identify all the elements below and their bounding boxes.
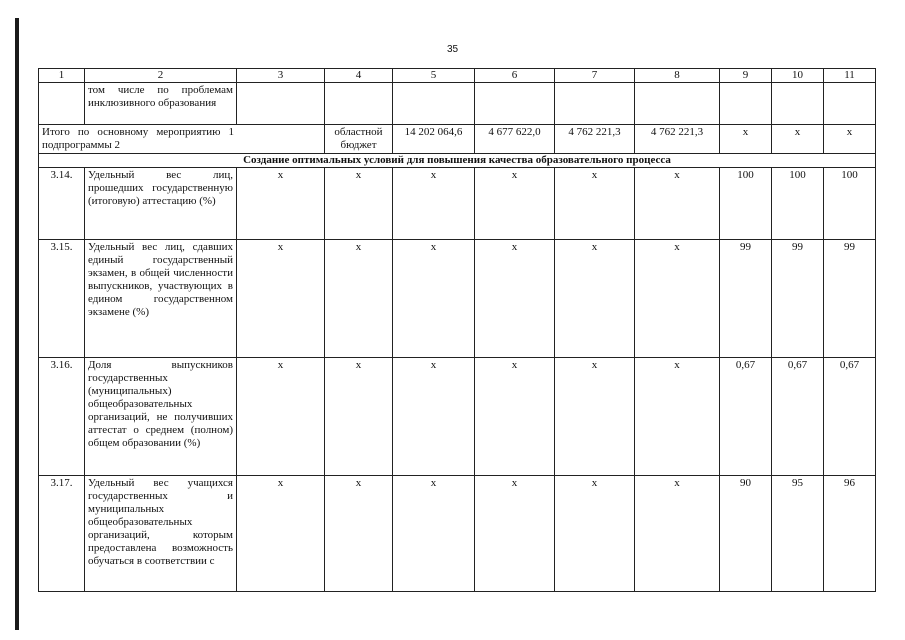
col-header: 3: [237, 69, 325, 83]
total-row: [39, 125, 876, 154]
cell: 100: [824, 168, 876, 240]
table-row: [39, 476, 876, 592]
cell: 100: [720, 168, 772, 240]
cell: х: [635, 168, 720, 240]
total-col7: 4 762 221,3: [555, 125, 635, 154]
table-row: [39, 240, 876, 358]
total-col6: 4 677 622,0: [475, 125, 555, 154]
continuation-text: том числе по проблемам инклюзивного образования: [85, 83, 237, 125]
table-row: [39, 358, 876, 476]
cell: х: [475, 476, 555, 592]
row-number: 3.15.: [39, 240, 85, 358]
row-indicator-text: Удельный вес лиц, прошедших государственную (итоговую) аттестацию (%): [85, 168, 237, 240]
total-label: Итого по основному мероприятию 1 подпрограммы 2: [39, 125, 325, 154]
cell: х: [475, 358, 555, 476]
cell: х: [555, 240, 635, 358]
total-col11: х: [824, 125, 876, 154]
cell: 0,67: [824, 358, 876, 476]
cell: х: [555, 358, 635, 476]
cell: х: [635, 240, 720, 358]
row-indicator-text: Доля выпускников государственных (муниципальных) общеобразовательных организаций, не получивших аттестат о среднем (полном) общем образовании (%): [85, 358, 237, 476]
indicator-table: [38, 68, 876, 592]
continuation-row: [39, 83, 876, 125]
col-header: 1: [39, 69, 85, 83]
cell: х: [393, 358, 475, 476]
row-number: 3.17.: [39, 476, 85, 592]
cell: х: [393, 168, 475, 240]
cell: х: [635, 476, 720, 592]
cell: х: [237, 168, 325, 240]
col-header: 2: [85, 69, 237, 83]
cell: х: [555, 168, 635, 240]
total-col10: х: [772, 125, 824, 154]
col-header: 7: [555, 69, 635, 83]
total-col8: 4 762 221,3: [635, 125, 720, 154]
col-header: 11: [824, 69, 876, 83]
cell: х: [237, 358, 325, 476]
section-title: Создание оптимальных условий для повышения качества образовательного процесса: [39, 154, 876, 168]
cell: х: [325, 240, 393, 358]
cell: 90: [720, 476, 772, 592]
cell: 96: [824, 476, 876, 592]
total-col9: х: [720, 125, 772, 154]
cell: х: [475, 168, 555, 240]
cell: 0,67: [772, 358, 824, 476]
total-source: областной бюджет: [325, 125, 393, 154]
cell: 100: [772, 168, 824, 240]
col-header: 9: [720, 69, 772, 83]
row-number: 3.14.: [39, 168, 85, 240]
cell: х: [635, 358, 720, 476]
cell: 99: [720, 240, 772, 358]
column-number-row: [39, 69, 876, 83]
row-indicator-text: Удельный вес лиц, сдавших единый государственный экзамен, в общей численности выпускников, участвующих в едином государственном экзамене (%): [85, 240, 237, 358]
cell: х: [393, 240, 475, 358]
cell: х: [325, 476, 393, 592]
cell: 95: [772, 476, 824, 592]
row-indicator-text: Удельный вес учащихся государственных и муниципальных общеобразовательных организаций, которым предоставлена возможность обучаться в соответствии с: [85, 476, 237, 592]
col-header: 8: [635, 69, 720, 83]
cell: х: [237, 240, 325, 358]
cell: 99: [772, 240, 824, 358]
col-header: 4: [325, 69, 393, 83]
total-col5: 14 202 064,6: [393, 125, 475, 154]
cell: х: [237, 476, 325, 592]
cell: х: [475, 240, 555, 358]
page-number: 35: [446, 44, 459, 55]
cell: х: [325, 358, 393, 476]
row-number: 3.16.: [39, 358, 85, 476]
table-row: [39, 168, 876, 240]
cell: 0,67: [720, 358, 772, 476]
cell: х: [555, 476, 635, 592]
cell: х: [325, 168, 393, 240]
cell: х: [393, 476, 475, 592]
col-header: 6: [475, 69, 555, 83]
cell: 99: [824, 240, 876, 358]
section-heading-row: [39, 154, 876, 168]
col-header: 10: [772, 69, 824, 83]
col-header: 5: [393, 69, 475, 83]
scan-edge-bar: [15, 18, 19, 630]
